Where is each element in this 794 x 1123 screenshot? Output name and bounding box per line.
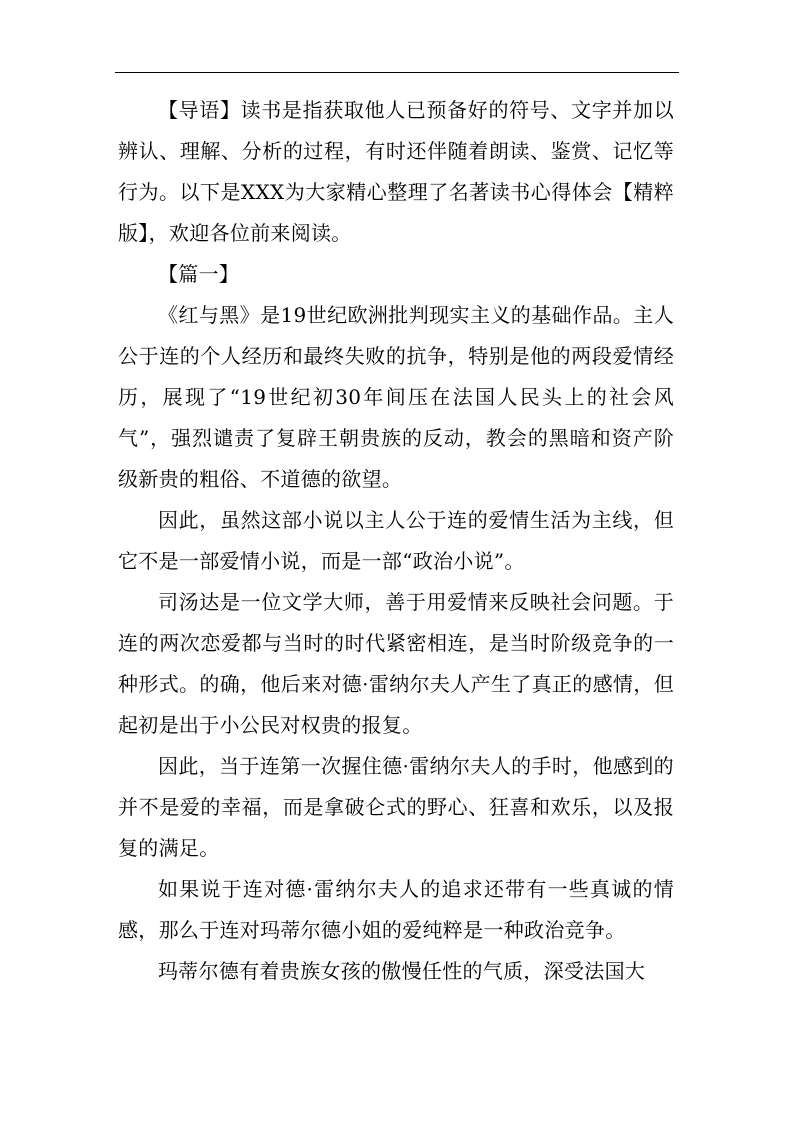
body-paragraph: 因此，当于连第一次握住德·雷纳尔夫人的手时，他感到的并不是爱的幸福，而是拿破仑式的野心、狂喜和欢乐，以及报复的满足。 [118, 754, 674, 860]
header-rule [115, 72, 679, 73]
body-paragraph: 《红与黑》是19世纪欧洲批判现实主义的基础作品。主人公于连的个人经历和最终失败的抗争，特别是他的两段爱情经历，展现了“19世纪初30年间压在法国人民头上的社会风气”，强烈谴责了复辟王朝贵族的反动，教会的黑暗和资产阶级新贵的粗俗、不道德的欲望。 [118, 303, 674, 491]
body-paragraph: 因此，虽然这部小说以主人公于连的爱情生活为主线，但它不是一部爱情小说，而是一部“政治小说”。 [118, 508, 674, 573]
document-body [118, 90, 674, 992]
body-paragraph: 如果说于连对德·雷纳尔夫人的追求还带有一些真诚的情感，那么于连对玛蒂尔德小姐的爱纯粹是一种政治竞争。 [118, 877, 674, 942]
body-paragraph: 司汤达是一位文学大师，善于用爱情来反映社会问题。于连的两次恋爱都与当时的时代紧密相连，是当时阶级竞争的一种形式。的确，他后来对德·雷纳尔夫人产生了真正的感情，但起初是出于小公民对权贵的报复。 [118, 590, 674, 737]
intro-paragraph: 【导语】读书是指获取他人已预备好的符号、文字并加以辨认、理解、分析的过程，有时还伴随着朗读、鉴赏、记忆等行为。以下是XXX为大家精心整理了名著读书心得体会【精粹版】，欢迎各位前来阅读。 [118, 98, 674, 245]
section-heading: 【篇一】 [158, 262, 240, 286]
body-paragraph: 玛蒂尔德有着贵族女孩的傲慢任性的气质，深受法国大 [158, 959, 646, 983]
